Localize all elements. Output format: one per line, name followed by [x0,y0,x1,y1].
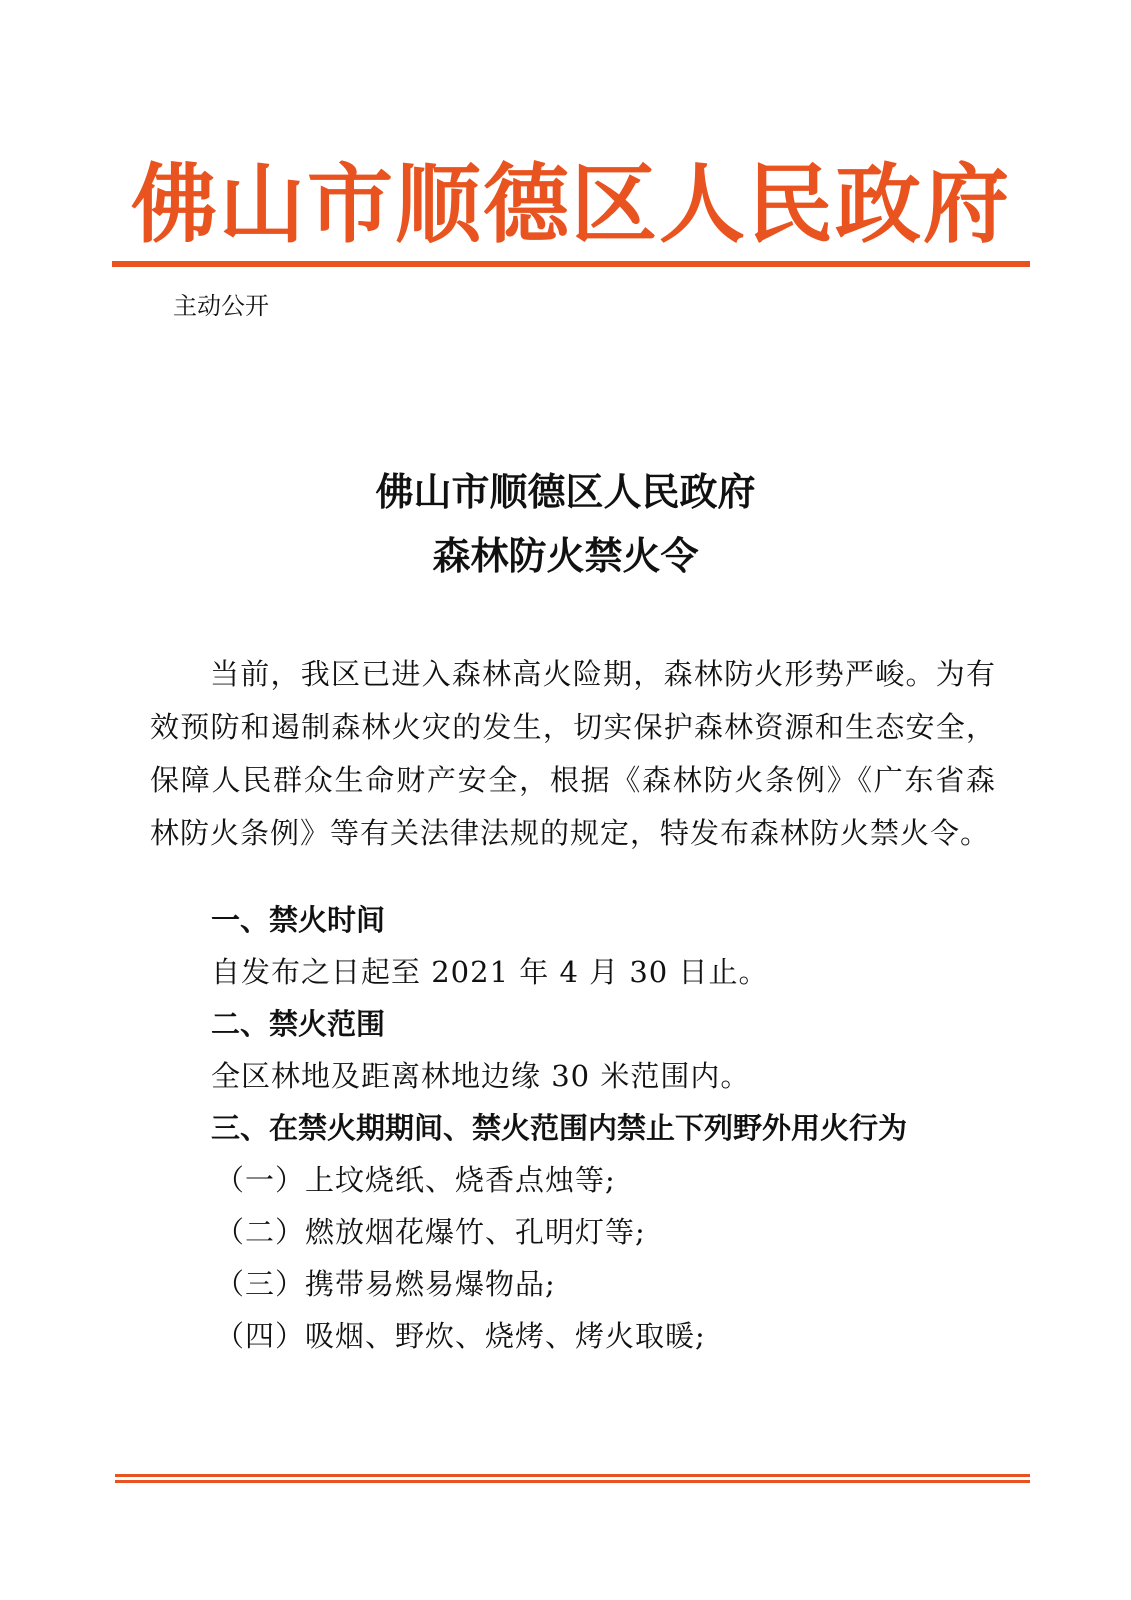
prohibition-item: （二）燃放烟花爆竹、孔明灯等; [215,1215,646,1249]
section-text-scope: 全区林地及距离林地边缘 30 米范围内。 [211,1059,751,1093]
disclosure-label: 主动公开 [173,292,269,320]
masthead: 佛山市顺德区人民政府 [131,154,1011,255]
section-text-time: 自发布之日起至 2021 年 4 月 30 日止。 [211,955,769,989]
footer-rule [115,1474,1030,1477]
footer-rule [115,1480,1030,1483]
section-heading-scope: 二、禁火范围 [211,1007,386,1041]
document-title-line2: 森林防火禁火令 [432,533,699,578]
masthead-rule [112,261,1030,267]
prohibition-item: （一）上坟烧纸、烧香点烛等; [215,1163,616,1197]
document-title-line1: 佛山市顺德区人民政府 [375,469,756,514]
section-heading-prohibitions: 三、在禁火期期间、禁火范围内禁止下列野外用火行为 [211,1111,908,1145]
prohibition-item: （四）吸烟、野炊、烧烤、烤火取暖; [215,1319,706,1353]
prohibition-item: （三）携带易燃易爆物品; [215,1267,556,1301]
intro-paragraph: 当前，我区已进入森林高火险期，森林防火形势严峻。为有效预防和遏制森林火灾的发生，切实保护森林资源和生态安全，保障人民群众生命财产安全，根据《森林防火条例》《广东省森林防火条例》等有关法律法规的规定，特发布森林防火禁火令。 [150,657,996,850]
section-heading-time: 一、禁火时间 [211,903,386,937]
